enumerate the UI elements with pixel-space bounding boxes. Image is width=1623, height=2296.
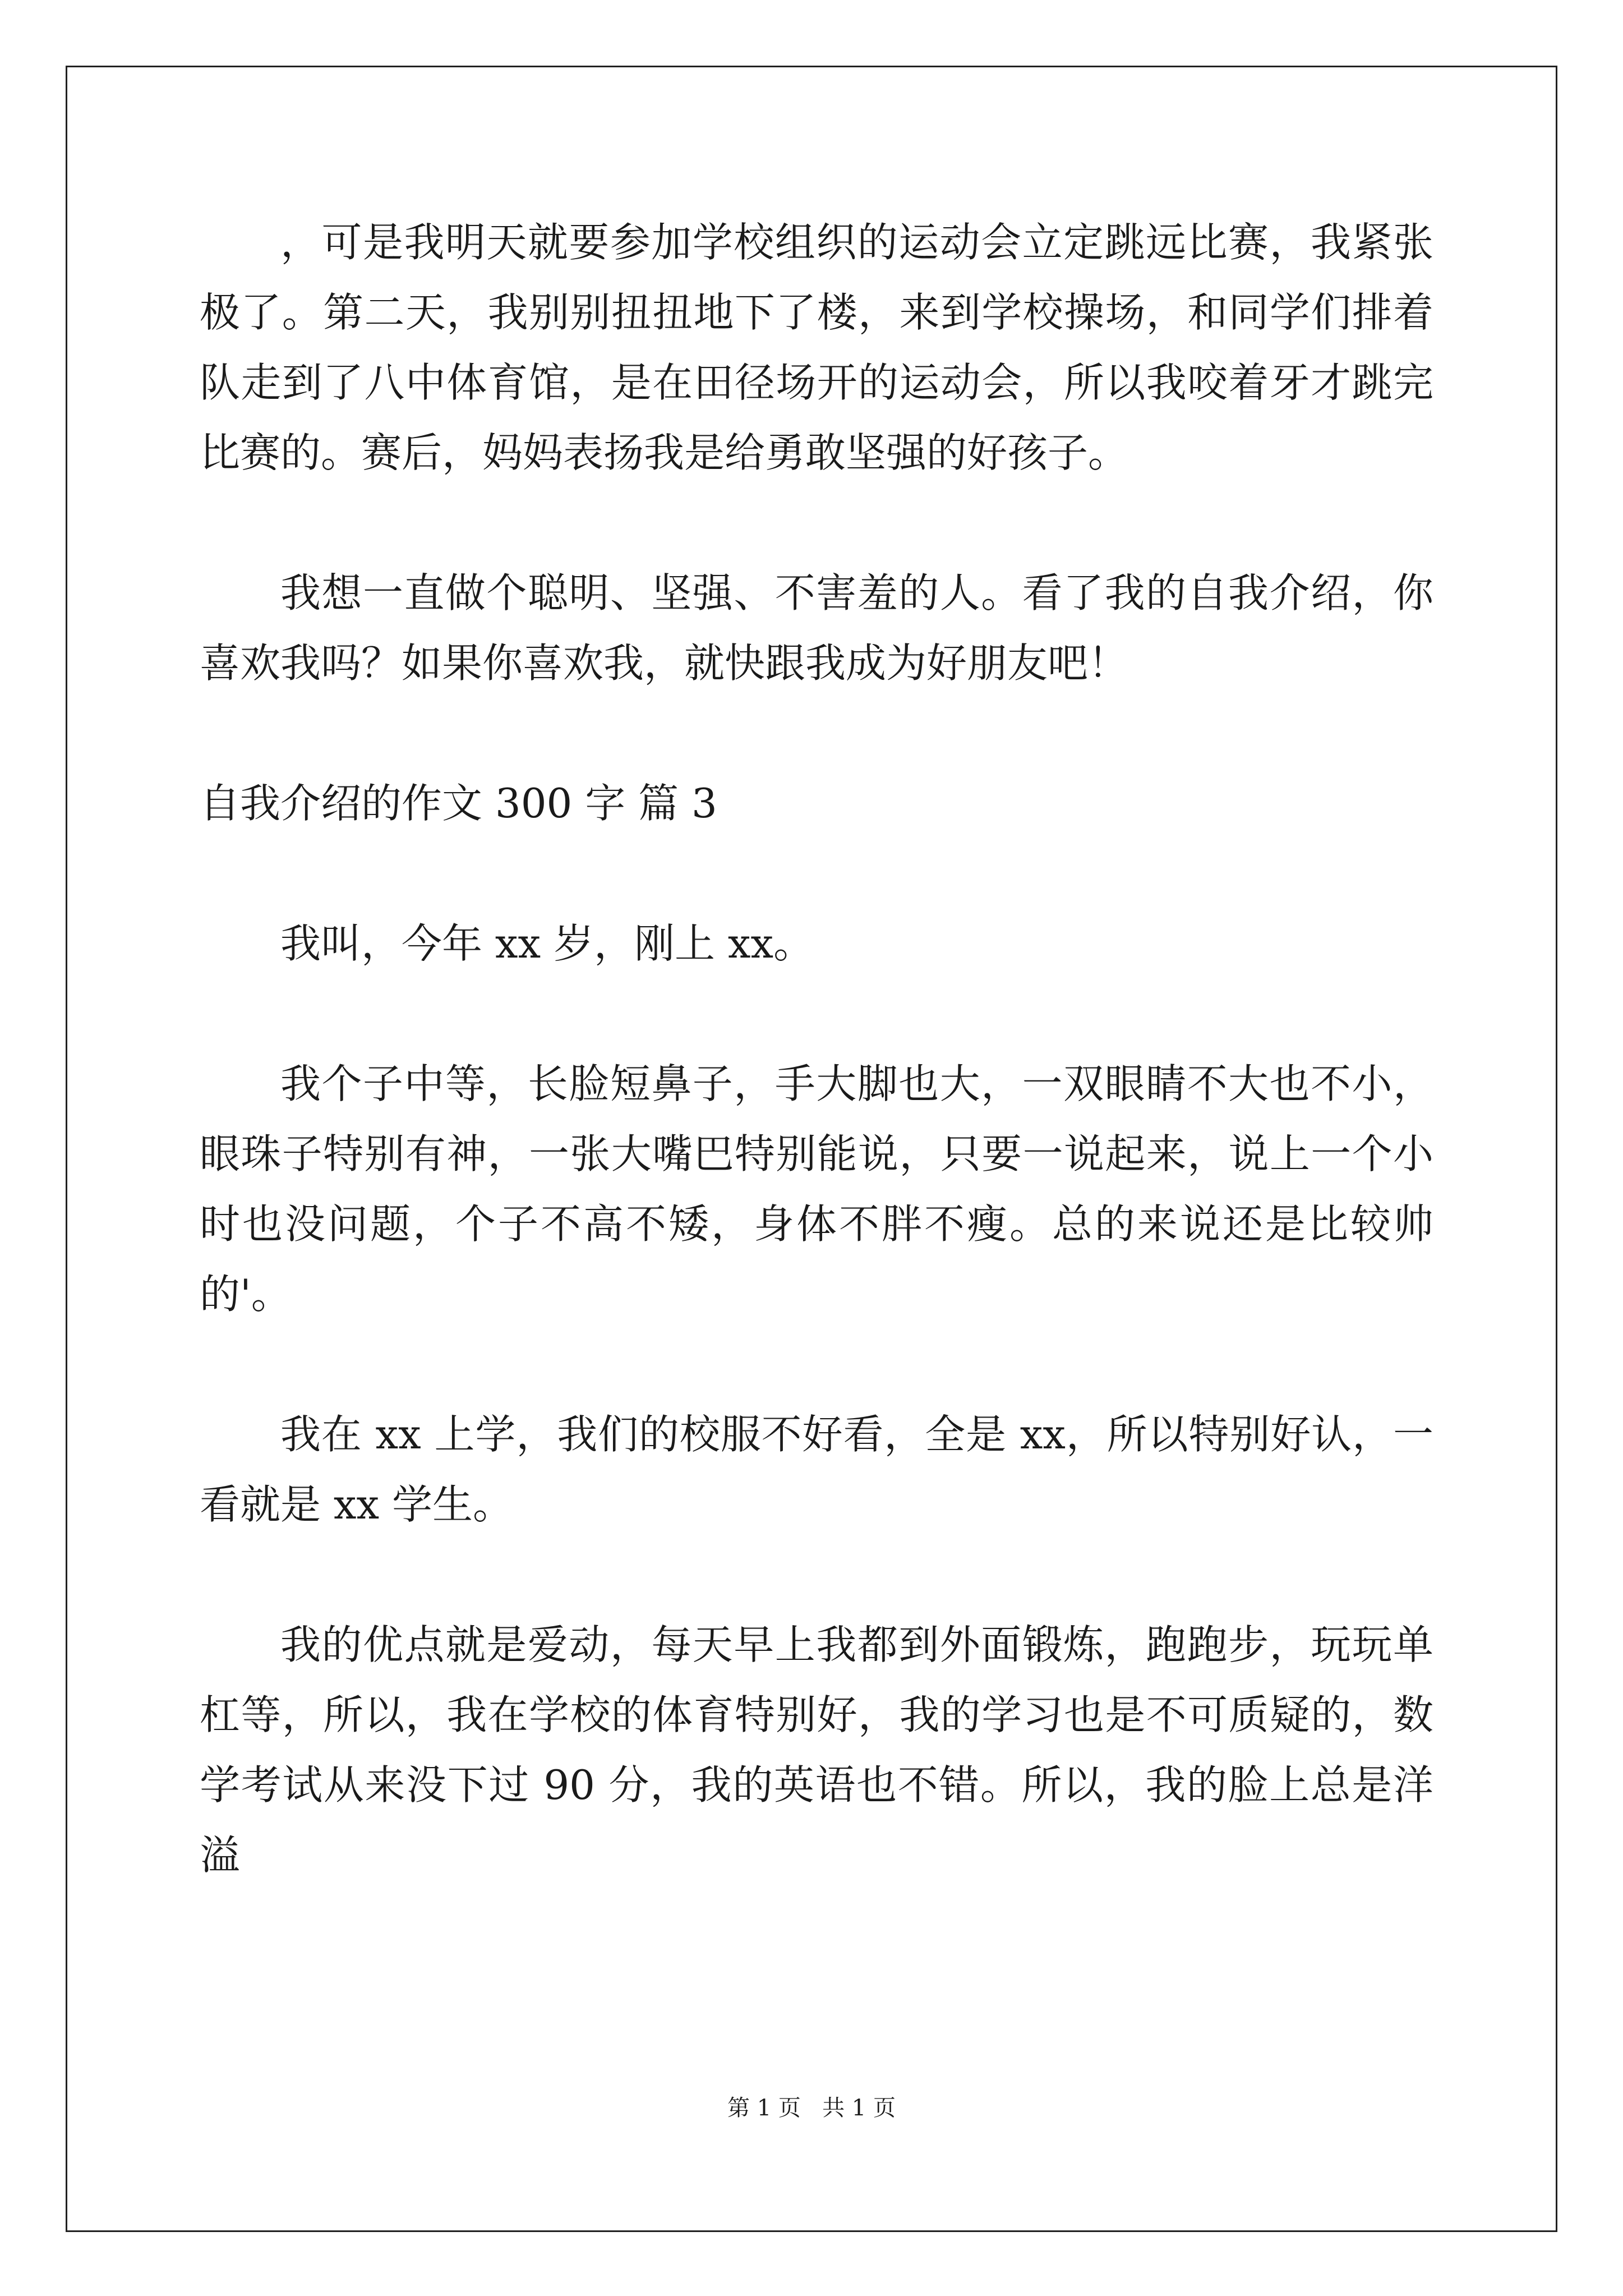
page-footer: [0, 2091, 1623, 2125]
paragraph-4: 我个子中等，长脸短鼻子，手大脚也大，一双眼睛不大也不小，眼珠子特别有神，一张大嘴巴特别能说，只要一说起来，说上一个小时也没问题，个子不高不矮，身体不胖不瘦。总的来说还是比较帅的'。: [200, 1060, 1433, 1318]
paragraph-5: 我在 xx 上学，我们的校服不好看，全是 xx，所以特别好认，一看就是 xx 学生。: [200, 1411, 1433, 1528]
paragraph-2: 我想一直做个聪明、坚强、不害羞的人。看了我的自我介绍，你喜欢我吗？如果你喜欢我，就快跟我成为好朋友吧！: [200, 569, 1433, 687]
paragraph-3: 我叫，今年 xx 岁，刚上 xx。: [280, 920, 814, 967]
section-heading: 自我介绍的作文 300 字 篇 3: [200, 780, 717, 827]
document-body: [200, 208, 1433, 1961]
paragraph-1: ，可是我明天就要参加学校组织的运动会立定跳远比赛，我紧张极了。第二天，我别别扭扭地下了楼，来到学校操场，和同学们排着队走到了八中体育馆，是在田径场开的运动会，所以我咬着牙才跳完比赛的。赛后，妈妈表扬我是给勇敢坚强的好孩子。: [200, 219, 1433, 476]
paragraph-6: 我的优点就是爱动，每天早上我都到外面锻炼，跑跑步，玩玩单杠等，所以，我在学校的体育特别好，我的学习也是不可质疑的，数学考试从来没下过 90 分，我的英语也不错。所以，我的脸上总是洋溢: [200, 1621, 1433, 1879]
page-number-label: 第 1 页 共 1 页: [727, 2095, 896, 2121]
